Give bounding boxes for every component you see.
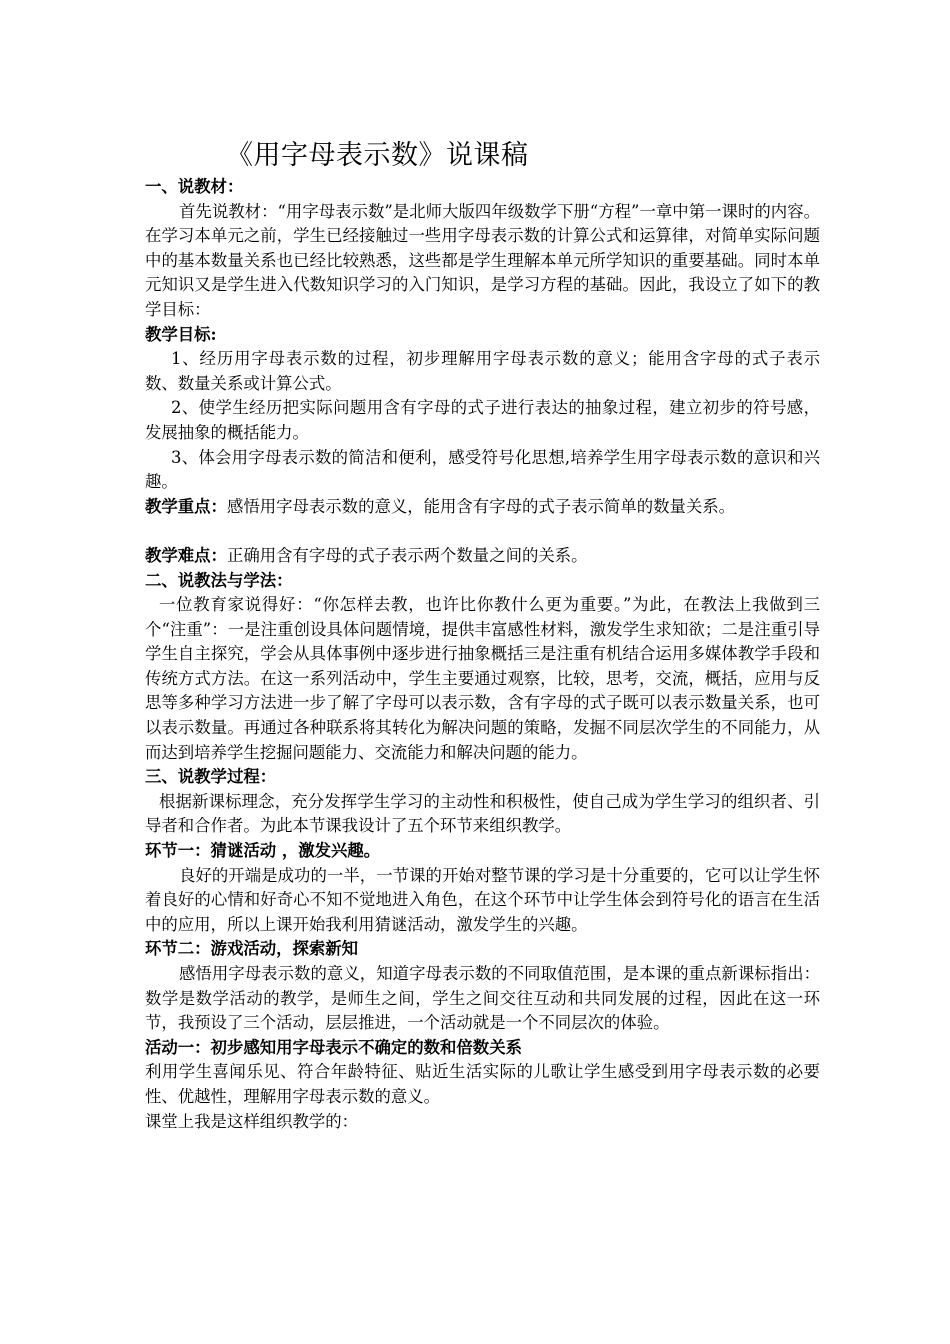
goal-item-3: 3、体会用字母表示数的简洁和便利，感受符号化思想,培养学生用字母表示数的意识和兴趣。 — [145, 447, 820, 492]
key-point-label: 教学重点： — [145, 496, 227, 516]
document-body — [145, 175, 820, 1134]
step-heading-1: 环节一：猜谜活动 ，激发兴趣。 — [145, 841, 381, 861]
key-point — [145, 495, 820, 520]
difficulty-text: 正确用含有字母的式子表示两个数量之间的关系。 — [226, 545, 588, 565]
section-heading-goals: 教学目标: — [145, 324, 217, 344]
key-point-text: 感悟用字母表示数的意义，能用含有字母的式子表示简单的数量关系。 — [226, 496, 736, 516]
step-heading-2: 环节二：游戏活动，探索新知 — [145, 939, 359, 959]
section-heading-process: 三、说教学过程： — [145, 767, 277, 787]
blank-line — [145, 519, 820, 544]
page-title: 《用字母表示数》说课稿 — [226, 140, 529, 171]
paragraph-textbook: 首先说教材：“用字母表示数”是北师大版四年级数学下册“方程”一章中第一课时的内容。在学习本单元之前，学生已经接触过一些用字母表示数的计算公式和运算律，对简单实际问题中的基本数量关系也已经比较熟悉，这些都是学生理解本单元所学知识的重要基础。同时本单元知识又是学生进入代数知识学习的入门知识，是学习方程的基础。因此，我设立了如下的教学目标： — [145, 201, 820, 319]
paragraph-activity-1-intro: 课堂上我是这样组织教学的： — [145, 1111, 359, 1131]
goal-item-2: 2、使学生经历把实际问题用含有字母的式子进行表达的抽象过程，建立初步的符号感，发展抽象的概括能力。 — [145, 398, 820, 442]
activity-heading-1: 活动一：初步感知用字母表示不确定的数和倍数关系 — [145, 1037, 522, 1057]
section-heading-methods: 二、说教法与学法： — [145, 570, 293, 590]
goal-item-1: 1、经历用字母表示数的过程，初步理解用字母表示数的意义；能用含字母的式子表示数、数量关系或计算公式。 — [145, 349, 820, 393]
paragraph-step-2: 感悟用字母表示数的意义，知道字母表示数的不同取值范围，是本课的重点新课标指出：数学是数学活动的教学，是师生之间，学生之间交往互动和共同发展的过程，因此在这一环节，我预设了三个活动，层层推进，一个活动就是一个不同层次的体验。 — [145, 964, 820, 1033]
paragraph-activity-1: 利用学生喜闻乐见、符合年龄特征、贴近生活实际的儿歌让学生感受到用字母表示数的必要性、优越性，理解用字母表示数的意义。 — [145, 1062, 820, 1106]
paragraph-step-1: 良好的开端是成功的一半，一节课的开始对整节课的学习是十分重要的，它可以让学生怀着良好的心情和好奇心不知不觉地进入角色，在这个环节中让学生体会到符号化的语言在生活中的应用，所以上课开始我利用猜谜活动，激发学生的兴趣。 — [145, 865, 820, 934]
difficulty-label: 教学难点： — [145, 545, 227, 565]
difficulty-point — [145, 544, 820, 569]
section-heading-textbook: 一、说教材： — [145, 177, 244, 196]
paragraph-process: 根据新课标理念，充分发挥学生学习的主动性和积极性，使自己成为学生学习的组织者、引导者和合作者。为此本节课我设计了五个环节来组织教学。 — [145, 791, 820, 836]
paragraph-methods: 一位教育家说得好：“你怎样去教，也许比你教什么更为重要。”为此，在教法上我做到三个“注重”：一是注重创设具体问题情境，提供丰富感性材料，激发学生求知欲；二是注重引导学生自主探究，学会从具体事例中逐步进行抽象概括三是注重有机结合运用多媒体教学手段和传统方式方法。在这一系列活动中，学生主要通过观察，比较，思考，交流，概括，应用与反思等多种学习方法进一步了解了字母可以表示数，含有字母的式子既可以表示数量关系，也可以表示数量。再通过各种联系将其转化为解决问题的策略，发掘不同层次学生的不同能力，从而达到培养学生挖掘问题能力、交流能力和解决问题的能力。 — [145, 595, 820, 762]
